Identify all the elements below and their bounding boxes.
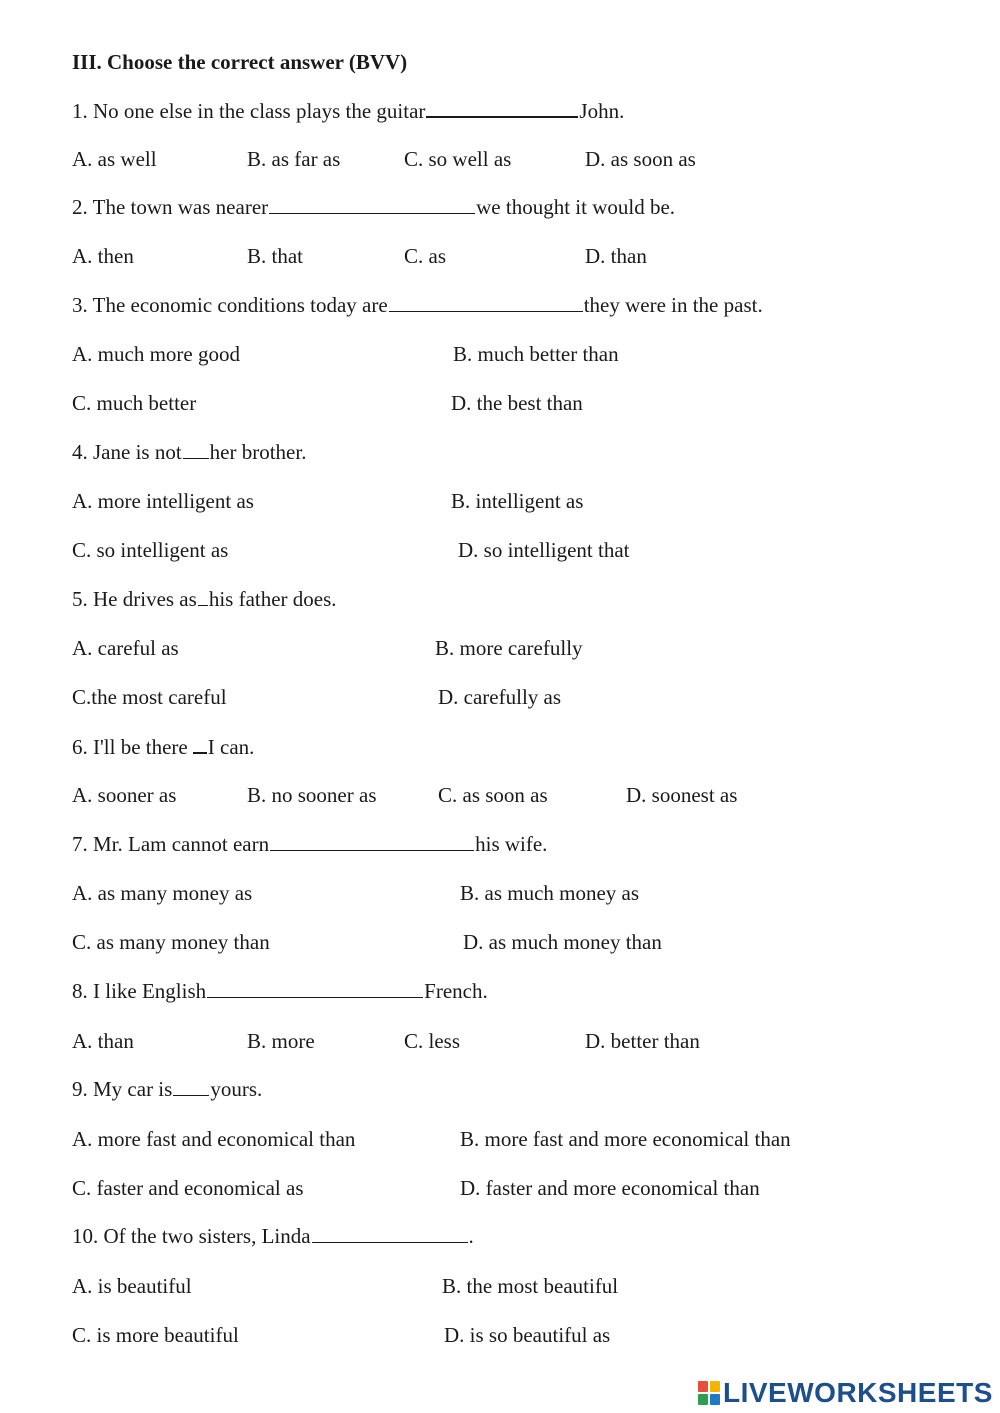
q8-option-d[interactable]: D. better than <box>585 1029 700 1053</box>
question-10 <box>72 1222 474 1250</box>
q5-option-b[interactable]: B. more carefully <box>435 636 583 660</box>
q6-option-b[interactable]: B. no sooner as <box>247 783 377 807</box>
answer-blank-1[interactable] <box>426 96 578 118</box>
q7-option-c[interactable]: C. as many money than <box>72 930 270 954</box>
question-8 <box>72 977 488 1005</box>
answer-blank-7[interactable] <box>270 830 474 851</box>
question-9-tail: yours. <box>210 1077 263 1101</box>
q1-option-d[interactable]: D. as soon as <box>585 147 696 171</box>
q6-option-a[interactable]: A. sooner as <box>72 783 177 807</box>
q4-option-a[interactable]: A. more intelligent as <box>72 489 254 513</box>
q9-option-c[interactable]: C. faster and economical as <box>72 1176 304 1200</box>
question-4-text: 4. Jane is not <box>72 440 182 464</box>
q3-option-b[interactable]: B. much better than <box>453 342 619 366</box>
liveworksheets-logo[interactable] <box>698 1378 993 1408</box>
question-1-text: 1. No one else in the class plays the guitar <box>72 99 426 123</box>
question-8-text: 8. I like English <box>72 979 207 1003</box>
question-7 <box>72 830 547 858</box>
question-9 <box>72 1075 262 1103</box>
section-heading: III. Choose the correct answer (BVV) <box>72 50 408 74</box>
answer-blank-8[interactable] <box>207 977 423 998</box>
question-4 <box>72 438 306 466</box>
q6-option-d[interactable]: D. soonest as <box>626 783 738 807</box>
q9-option-b[interactable]: B. more fast and more economical than <box>460 1127 791 1151</box>
question-7-tail: his wife. <box>475 832 548 856</box>
question-3-tail: they were in the past. <box>583 293 763 317</box>
q3-option-a[interactable]: A. much more good <box>72 342 240 366</box>
answer-blank-5[interactable] <box>198 585 208 606</box>
question-5-tail: his father does. <box>208 587 337 611</box>
question-6-tail: I can. <box>207 735 255 759</box>
q5-option-a[interactable]: A. careful as <box>72 636 179 660</box>
q3-option-c[interactable]: C. much better <box>72 391 197 415</box>
q10-option-c[interactable]: C. is more beautiful <box>72 1323 239 1347</box>
question-2-tail: we thought it would be. <box>476 195 676 219</box>
question-3-text: 3. The economic conditions today are <box>72 293 388 317</box>
q9-option-a[interactable]: A. more fast and economical than <box>72 1127 356 1151</box>
q7-option-d[interactable]: D. as much money than <box>463 930 662 954</box>
answer-blank-2[interactable] <box>269 193 475 214</box>
liveworksheets-logo-icon <box>698 1381 720 1405</box>
question-5 <box>72 585 337 613</box>
question-3 <box>72 291 763 319</box>
q8-option-a[interactable]: A. than <box>72 1029 134 1053</box>
answer-blank-9[interactable] <box>173 1075 209 1096</box>
q10-option-d[interactable]: D. is so beautiful as <box>444 1323 611 1347</box>
question-1 <box>72 96 624 125</box>
question-7-text: 7. Mr. Lam cannot earn <box>72 832 270 856</box>
question-6 <box>72 732 254 761</box>
q1-option-b[interactable]: B. as far as <box>247 147 341 171</box>
question-2-text: 2. The town was nearer <box>72 195 269 219</box>
question-6-text: 6. I'll be there <box>72 735 188 759</box>
q2-option-a[interactable]: A. then <box>72 244 134 268</box>
logo-text: LIVEWORKSHEETS <box>723 1377 993 1408</box>
q1-option-a[interactable]: A. as well <box>72 147 157 171</box>
answer-blank-3[interactable] <box>389 291 583 312</box>
q2-option-d[interactable]: D. than <box>585 244 647 268</box>
logo-square-green <box>698 1394 708 1405</box>
question-2 <box>72 193 675 221</box>
q7-option-b[interactable]: B. as much money as <box>460 881 640 905</box>
q4-option-b[interactable]: B. intelligent as <box>451 489 584 513</box>
q10-option-a[interactable]: A. is beautiful <box>72 1274 192 1298</box>
answer-blank-10[interactable] <box>312 1222 468 1243</box>
question-10-text: 10. Of the two sisters, Linda <box>72 1224 311 1248</box>
q9-option-d[interactable]: D. faster and more economical than <box>460 1176 760 1200</box>
question-5-text: 5. He drives as <box>72 587 197 611</box>
q7-option-a[interactable]: A. as many money as <box>72 881 253 905</box>
q8-option-c[interactable]: C. less <box>404 1029 461 1053</box>
q2-option-c[interactable]: C. as <box>404 244 446 268</box>
q6-option-c[interactable]: C. as soon as <box>438 783 548 807</box>
question-8-tail: French. <box>424 979 488 1003</box>
logo-square-blue <box>710 1394 720 1405</box>
q1-option-c[interactable]: C. so well as <box>404 147 512 171</box>
q5-option-d[interactable]: D. carefully as <box>438 685 562 709</box>
q3-option-d[interactable]: D. the best than <box>451 391 583 415</box>
q4-option-d[interactable]: D. so intelligent that <box>458 538 630 562</box>
question-10-tail: . <box>468 1224 474 1248</box>
question-4-tail: her brother. <box>209 440 307 464</box>
q8-option-b[interactable]: B. more <box>247 1029 315 1053</box>
answer-blank-4[interactable] <box>183 438 209 459</box>
q2-option-b[interactable]: B. that <box>247 244 303 268</box>
logo-square-yellow <box>710 1381 720 1392</box>
question-1-tail: John. <box>579 99 625 123</box>
answer-blank-6[interactable] <box>193 732 207 754</box>
q4-option-c[interactable]: C. so intelligent as <box>72 538 229 562</box>
q5-option-c[interactable]: C.the most careful <box>72 685 227 709</box>
logo-square-red <box>698 1381 708 1392</box>
question-9-text: 9. My car is <box>72 1077 173 1101</box>
q10-option-b[interactable]: B. the most beautiful <box>442 1274 619 1298</box>
